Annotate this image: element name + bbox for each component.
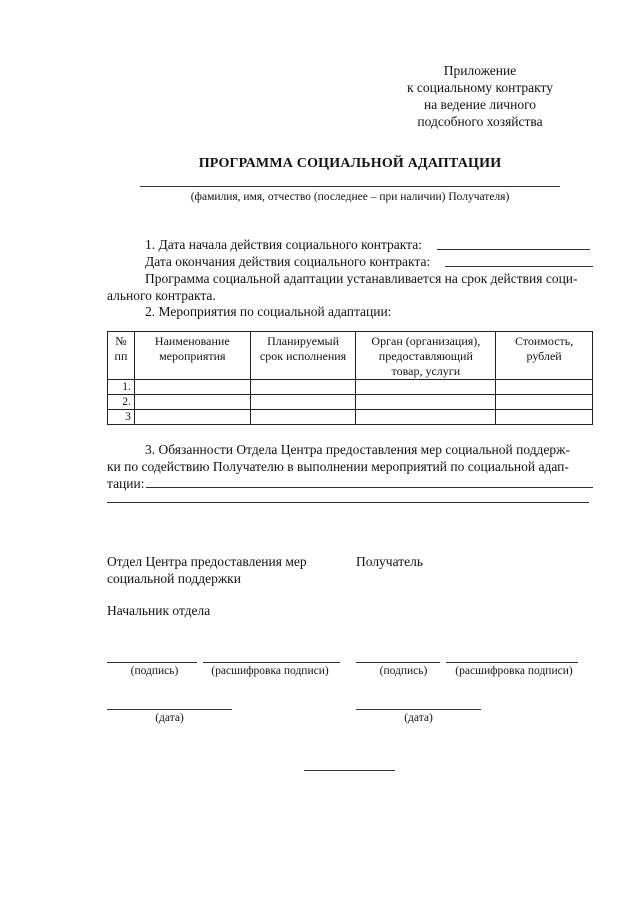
col-header-term bbox=[250, 332, 356, 380]
header-line: Стоимость, bbox=[514, 334, 574, 348]
cell-cost[interactable] bbox=[496, 410, 593, 425]
recipient-title: Получатель bbox=[356, 554, 424, 569]
program-term-line: Программа социальной адаптации устанавливается на срок действия соци- bbox=[145, 271, 578, 286]
program-term-line: ального контракта. bbox=[107, 288, 216, 303]
cell-org[interactable] bbox=[356, 410, 496, 425]
appendix-line: подсобного хозяйства bbox=[417, 114, 543, 129]
cell-org[interactable] bbox=[356, 380, 496, 395]
dept-title bbox=[107, 553, 307, 587]
appendix-line: к социальному контракту bbox=[406, 80, 554, 95]
cell-cost[interactable] bbox=[496, 380, 593, 395]
date-caption: (дата) bbox=[155, 712, 184, 724]
section3-line: ки по содействию Получателю в выполнении мероприятий по социальной адап- bbox=[107, 459, 569, 474]
recipient-name-field[interactable] bbox=[140, 186, 560, 187]
cell-name[interactable] bbox=[134, 380, 250, 395]
footer-divider bbox=[304, 770, 395, 771]
cell-term[interactable] bbox=[250, 395, 356, 410]
date-caption: (дата) bbox=[404, 712, 433, 724]
table-row bbox=[108, 410, 593, 425]
header-line: Планируемый bbox=[267, 334, 340, 348]
col-header-name bbox=[134, 332, 250, 380]
cell-name[interactable] bbox=[134, 395, 250, 410]
start-date-label: 1. Дата начала действия социального контракта: bbox=[145, 237, 422, 252]
recipient-date-field[interactable] bbox=[356, 709, 481, 710]
col-header-cost bbox=[496, 332, 593, 380]
duties-field[interactable] bbox=[107, 502, 589, 503]
section3-line: 3. Обязанности Отдела Центра предоставления мер социальной поддерж- bbox=[145, 442, 570, 457]
signature-caption: (подпись) bbox=[379, 665, 428, 677]
start-date-field[interactable] bbox=[437, 249, 590, 250]
section2-heading: 2. Мероприятия по социальной адаптации: bbox=[145, 304, 392, 319]
header-line: Орган (организация), bbox=[371, 334, 481, 348]
cell-term[interactable] bbox=[250, 410, 356, 425]
header-line: № bbox=[115, 334, 127, 348]
decode-caption: (расшифровка подписи) bbox=[211, 665, 329, 677]
duties-field[interactable] bbox=[146, 487, 593, 488]
dept-title-line: Отдел Центра предоставления мер bbox=[107, 554, 307, 569]
header-line: товар, услуги bbox=[391, 364, 461, 378]
cell-cost[interactable] bbox=[496, 395, 593, 410]
appendix-line: на ведение личного bbox=[423, 97, 537, 112]
dept-decode-field[interactable] bbox=[203, 662, 340, 663]
table-row bbox=[108, 395, 593, 410]
signature-caption: (подпись) bbox=[130, 665, 179, 677]
header-line: срок исполнения bbox=[259, 349, 347, 363]
recipient-signature-field[interactable] bbox=[356, 662, 440, 663]
row-number: 2. bbox=[108, 395, 135, 410]
table-header-row bbox=[108, 332, 593, 380]
end-date-label: Дата окончания действия социального контракта: bbox=[145, 254, 431, 269]
end-date-field[interactable] bbox=[445, 266, 593, 267]
col-header-org bbox=[356, 332, 496, 380]
header-line: Наименование bbox=[154, 334, 230, 348]
col-header-number bbox=[108, 332, 135, 380]
table-row bbox=[108, 380, 593, 395]
appendix-block bbox=[360, 62, 600, 130]
dept-date-field[interactable] bbox=[107, 709, 232, 710]
recipient-decode-field[interactable] bbox=[446, 662, 578, 663]
recipient-caption: (фамилия, имя, отчество (последнее – при наличии) Получателя) bbox=[190, 191, 510, 203]
appendix-line: Приложение bbox=[443, 63, 517, 78]
dept-head-label: Начальник отдела bbox=[107, 603, 211, 618]
section3-line: тации: bbox=[107, 476, 145, 491]
dept-title-line: социальной поддержки bbox=[107, 571, 241, 586]
header-line: предоставляющий bbox=[378, 349, 473, 363]
row-number: 1. bbox=[108, 380, 135, 395]
cell-org[interactable] bbox=[356, 395, 496, 410]
dept-signature-field[interactable] bbox=[107, 662, 197, 663]
header-line: пп bbox=[114, 349, 128, 363]
header-line: рублей bbox=[526, 349, 562, 363]
decode-caption: (расшифровка подписи) bbox=[455, 665, 573, 677]
cell-name[interactable] bbox=[134, 410, 250, 425]
page-title: ПРОГРАММА СОЦИАЛЬНОЙ АДАПТАЦИИ bbox=[198, 156, 502, 171]
header-line: мероприятия bbox=[159, 349, 226, 363]
cell-term[interactable] bbox=[250, 380, 356, 395]
row-number: 3 bbox=[108, 410, 135, 425]
events-table bbox=[107, 331, 593, 425]
